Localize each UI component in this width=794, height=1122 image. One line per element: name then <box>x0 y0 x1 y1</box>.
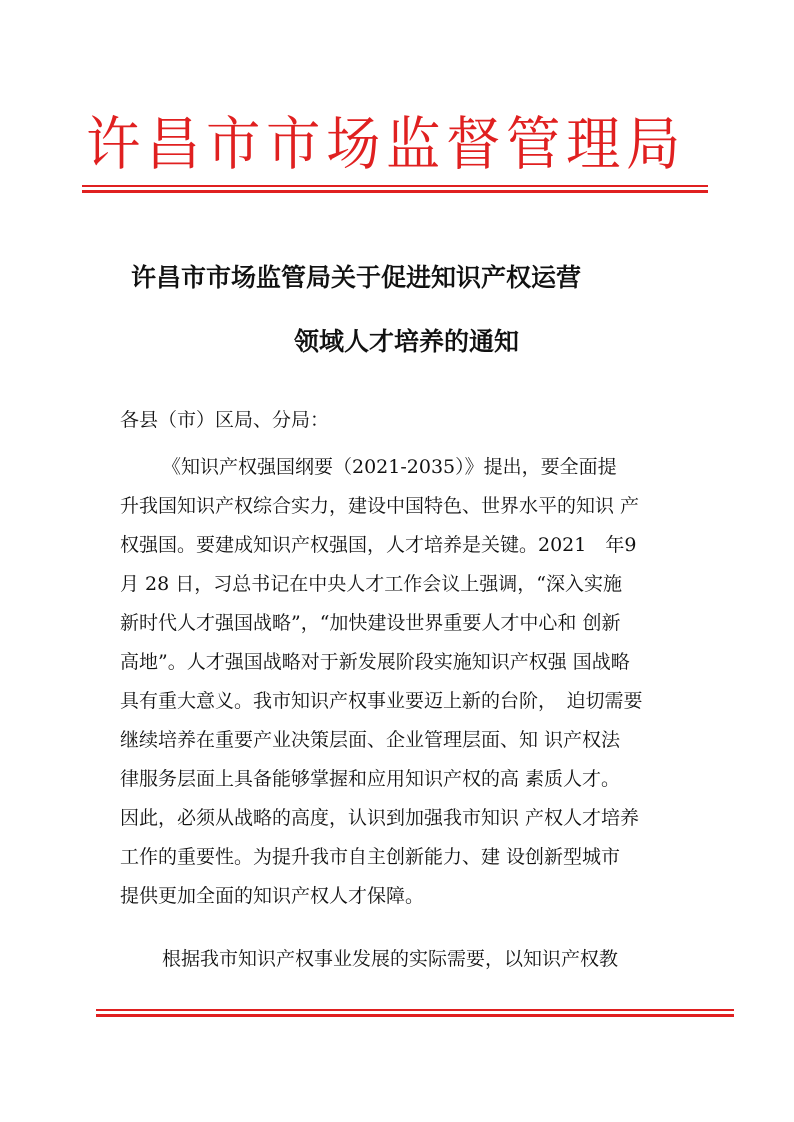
issuing-authority-header: 许昌市市场监督管理局 <box>86 110 687 178</box>
paragraph-1-line: 高地”。人才强国战略对于新发展阶段实施知识产权强 国战略 <box>120 651 630 673</box>
paragraph-1-line: 提供更加全面的知识产权人才保障。 <box>120 885 425 907</box>
paragraph-1-line: 权强国。要建成知识产权强国，人才培养是关键。2021 年9 <box>120 534 637 556</box>
paragraph-1-line: 律服务层面上具备能够掌握和应用知识产权的高 素质人才。 <box>120 768 621 790</box>
footer-red-rule-thick <box>96 1014 734 1017</box>
document-title-line-1: 许昌市市场监管局关于促进知识产权运营 <box>131 263 582 292</box>
paragraph-1-line: 因此，必须从战略的高度，认识到加强我市知识 产权人才培养 <box>120 807 640 829</box>
header-red-rule-thin <box>82 185 708 187</box>
document-title-line-2: 领域人才培养的通知 <box>294 327 520 356</box>
footer-red-rule-thin <box>96 1009 734 1011</box>
paragraph-1-line: 具有重大意义。我市知识产权事业要迈上新的台阶， 迫切需要 <box>120 690 643 712</box>
paragraph-1-line: 升我国知识产权综合实力，建设中国特色、世界水平的知识 产 <box>120 495 640 517</box>
paragraph-1-line: 《知识产权强国纲要（2021-2035）》提出，要全面提 <box>162 456 617 478</box>
paragraph-2-line: 根据我市知识产权事业发展的实际需要，以知识产权教 <box>162 948 619 970</box>
paragraph-1-line: 继续培养在重要产业决策层面、企业管理层面、知 识产权法 <box>120 729 621 751</box>
header-red-rule-thick <box>82 190 708 193</box>
paragraph-1-line: 月 28 日，习总书记在中央人才工作会议上强调，“深入实施 <box>120 573 622 595</box>
paragraph-1-line: 工作的重要性。为提升我市自主创新能力、建 设创新型城市 <box>120 846 621 868</box>
salutation: 各县（市）区局、分局： <box>120 409 330 431</box>
paragraph-1-line: 新时代人才强国战略”，“加快建设世界重要人才中心和 创新 <box>120 612 621 634</box>
